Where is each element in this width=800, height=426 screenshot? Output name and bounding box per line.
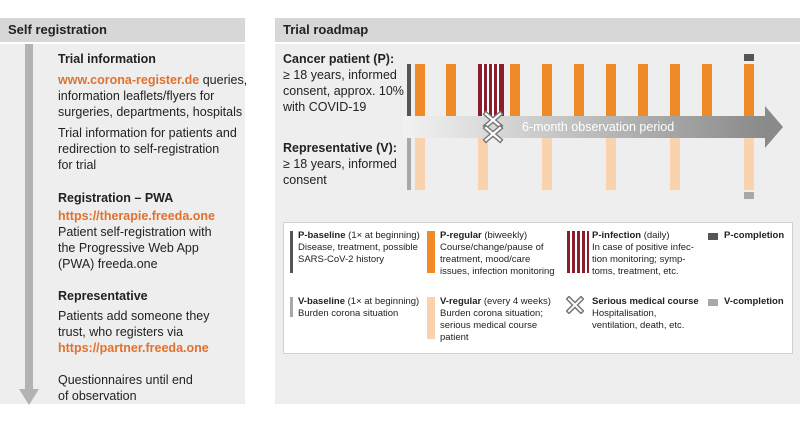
trial-info-line-1: information leaflets/flyers for [58, 89, 215, 103]
v-completion-bar [744, 192, 754, 199]
p-completion-bar [744, 54, 754, 61]
p-completion-title: P-completion [724, 230, 785, 241]
p-infection-line-1: tion monitoring; symp- [592, 254, 686, 265]
trial-info2-line-1: redirection to self-registration [58, 142, 220, 156]
representative-v-text [283, 156, 397, 188]
serious-course-marker [482, 110, 504, 144]
representative-line-0: Patients add someone they [58, 309, 210, 323]
p-regular-bar [415, 64, 425, 116]
p-regular-bar [446, 64, 456, 116]
registration-line-1: the Progressive Web App [58, 241, 199, 255]
p-baseline-swatch [290, 231, 293, 273]
v-baseline-swatch [290, 297, 293, 317]
v-regular-bar [744, 138, 754, 190]
v-regular-bar [606, 138, 616, 190]
trial-info2-line-0: Trial information for patients and [58, 126, 237, 140]
therapie-link[interactable]: https://therapie.freeda.one [58, 209, 215, 223]
p-regular-line-1: treatment, mood/care [440, 254, 531, 265]
representative-text [58, 308, 248, 356]
cp-line-0: ≥ 18 years, informed [283, 68, 397, 82]
p-baseline-line-1: SARS-CoV-2 history [298, 254, 385, 265]
v-regular-legend [440, 296, 562, 344]
registration-line-2: (PWA) freeda.one [58, 257, 158, 271]
cancer-patient-text [283, 67, 404, 115]
timeline-arrow-head [19, 389, 39, 405]
p-regular-bar [542, 64, 552, 116]
cp-line-1: consent, approx. 10% [283, 84, 404, 98]
representative-v-title: Representative (V): [283, 141, 397, 155]
observation-arrow-head [765, 106, 783, 148]
end-text [58, 372, 248, 404]
serious-course-title: Serious medical course [592, 296, 699, 307]
p-baseline-bar [407, 64, 411, 116]
end-line-0: Questionnaires until end [58, 373, 193, 387]
v-regular-line-1: serious medical course [440, 320, 538, 331]
v-baseline-legend [298, 296, 428, 320]
registration-line-0: Patient self-registration with [58, 225, 212, 239]
self-registration-header: Self registration [0, 18, 245, 42]
p-infection-stripe [492, 64, 494, 116]
p-infection-line-2: toms, treatment, etc. [592, 266, 679, 277]
p-baseline-legend [298, 230, 428, 266]
p-regular-suffix: (biweekly) [481, 230, 528, 241]
v-regular-line-2: patient [440, 332, 469, 343]
v-regular-swatch [427, 297, 435, 339]
registration-title: Registration – PWA [58, 191, 174, 205]
v-baseline-title: V-baseline [298, 296, 345, 307]
rv-line-1: consent [283, 173, 327, 187]
p-regular-line-0: Course/change/pause of [440, 242, 544, 253]
trial-info-line-2: surgeries, departments, hospitals [58, 105, 243, 119]
v-regular-title: V-regular [440, 296, 482, 307]
trial-info-title: Trial information [58, 52, 156, 66]
p-regular-bar [638, 64, 648, 116]
corona-register-link[interactable]: www.corona-register.de [58, 73, 200, 87]
serious-course-icon [566, 296, 584, 314]
serious-course-legend [592, 296, 712, 332]
cancer-patient-title: Cancer patient (P): [283, 52, 395, 66]
partner-link[interactable]: https://partner.freeda.one [58, 341, 209, 355]
v-regular-bar [415, 138, 425, 190]
representative-title: Representative [58, 289, 148, 303]
observation-period-label: 6-month observation period [522, 120, 675, 134]
p-regular-bar [574, 64, 584, 116]
v-baseline-suffix: (1× at beginning) [345, 296, 420, 307]
p-regular-line-2: issues, infection monitoring [440, 266, 555, 277]
p-regular-bar [702, 64, 712, 116]
v-regular-suffix: (every 4 weeks) [481, 296, 551, 307]
p-infection-suffix: (daily) [641, 230, 670, 241]
p-infection-title: P-infection [592, 230, 642, 241]
p-regular-swatch [427, 231, 435, 273]
v-regular-bar [478, 138, 488, 190]
p-infection-line-0: In case of positive infec- [592, 242, 694, 253]
serious-course-line-1: ventilation, death, etc. [592, 320, 685, 331]
p-regular-bar [744, 64, 754, 116]
cp-line-2: with COVID-19 [283, 100, 367, 114]
v-regular-bar [542, 138, 552, 190]
p-regular-bar [606, 64, 616, 116]
p-infection-stripe [482, 64, 484, 116]
p-regular-bar [670, 64, 680, 116]
v-completion-swatch [708, 299, 718, 306]
p-baseline-title: P-baseline [298, 230, 346, 241]
p-regular-title: P-regular [440, 230, 482, 241]
serious-course-line-0: Hospitalisation, [592, 308, 657, 319]
v-completion-title: V-completion [724, 296, 784, 307]
trial-info-text-2 [58, 125, 248, 173]
queries-text: queries, [199, 73, 248, 87]
p-baseline-line-0: Disease, treatment, possible [298, 242, 418, 253]
rv-line-0: ≥ 18 years, informed [283, 157, 397, 171]
representative-line-1: trust, who registers via [58, 325, 184, 339]
p-infection-stripe [487, 64, 489, 116]
p-infection-legend [592, 230, 704, 278]
timeline-down-arrow [25, 44, 33, 389]
p-regular-bar [510, 64, 520, 116]
trial-info2-line-2: for trial [58, 158, 97, 172]
p-baseline-suffix: (1× at beginning) [345, 230, 420, 241]
p-infection-stripe [497, 64, 499, 116]
v-regular-bar [670, 138, 680, 190]
registration-text [58, 208, 248, 272]
p-completion-swatch [708, 233, 718, 240]
trial-roadmap-header: Trial roadmap [275, 18, 800, 42]
p-infection-swatch [567, 231, 589, 273]
v-baseline-line-0: Burden corona situation [298, 308, 399, 319]
trial-info-text [58, 72, 248, 120]
v-baseline-bar [407, 138, 411, 190]
v-regular-line-0: Burden corona situation; [440, 308, 543, 319]
p-regular-legend [440, 230, 560, 278]
end-line-1: of observation [58, 389, 137, 403]
